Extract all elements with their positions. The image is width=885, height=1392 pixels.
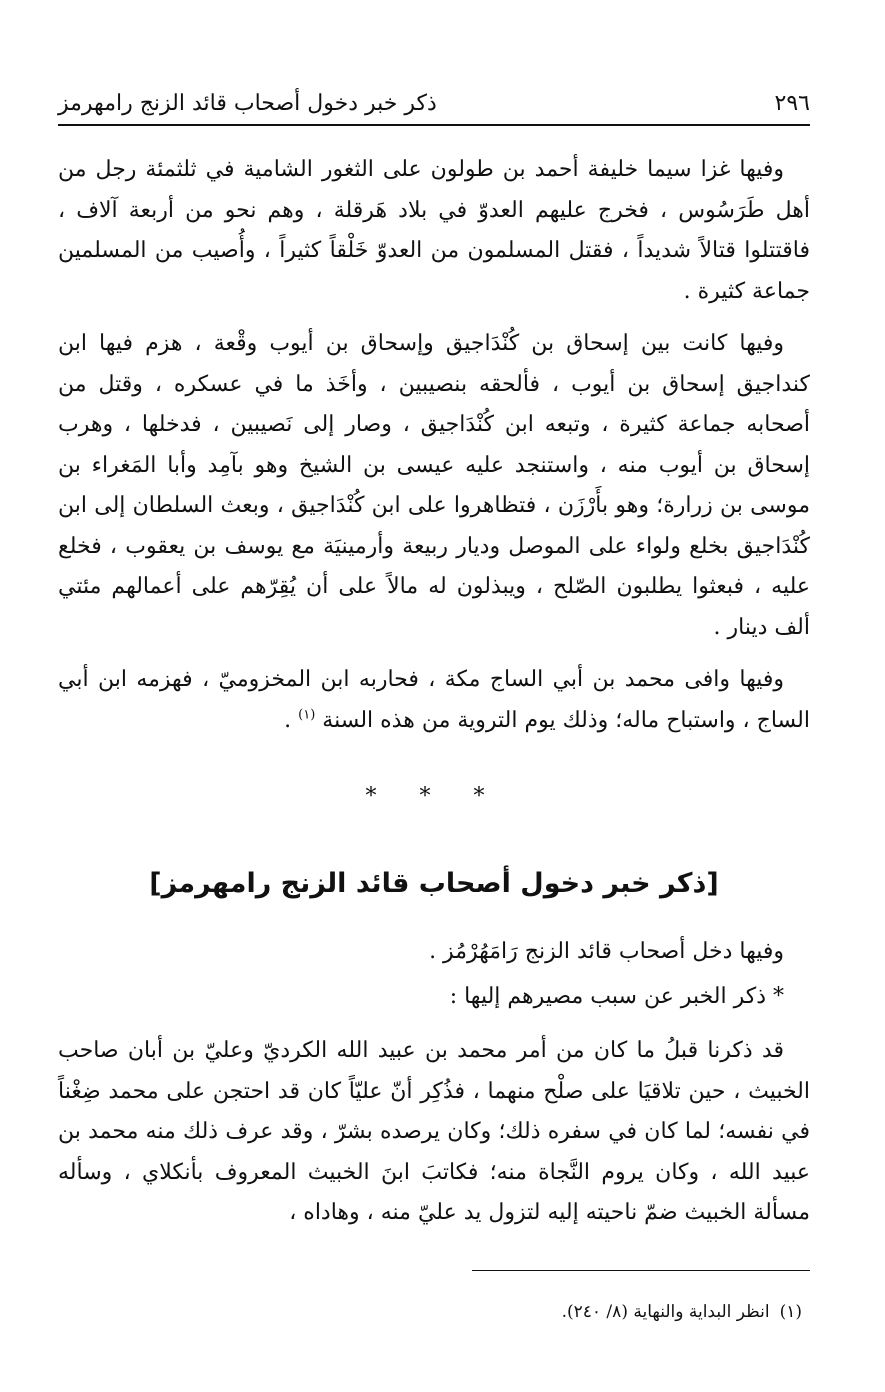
paragraph-3-end: .: [284, 707, 299, 733]
paragraph-1: وفيها غزا سيما خليفة أحمد بن طولون على الثغور الشامية في ثلثمئة رجل من أهل طَرَسُوس ، فخرج عليهم العدوّ في بلاد هَرقلة ، وهم نحو من أربعة آلاف ، فاقتتلوا قتالاً شديداً ، فقتل المسلمون من العدوّ خَلْقاً كثيراً ، وأُصيب من المسلمين جماعة كثيرة .: [58, 157, 811, 304]
section-paragraph-1: قد ذكرنا قبلُ ما كان من أمر محمد بن عبيد الله الكرديّ وعليّ بن أبان صاحب الخبيث ، حين تلاقيَا على صلْح منهما ، فذُكِر أنّ عليّاً كان قد احتجن على محمد ضِغْناً في نفسه؛ لما كان في سفره ذلك؛ وكان يرصده بشرّ ، وقد عرف ذلك منه محمد بن عبيد الله ، وكان يروم النَّجاة منه؛ فكاتبَ ابنَ الخبيث المعروف بأنكلاي ، وسأله مسألة الخبيث ضمّ ناحيته إليه لتزول يد عليّ منه ، وهاداه ،: [58, 1038, 810, 1225]
document-page: [58, 0, 810, 1392]
paragraph-3: [58, 660, 810, 741]
section-line-2: * ذكر الخبر عن سبب مصيرهم إليها :: [449, 983, 784, 1009]
running-header: [58, 88, 810, 118]
paragraph-3-text: وفيها وافى محمد بن أبي الساج مكة ، فحاربه ابن المخزوميّ ، فهزمه ابن أبي الساج ، واستباح ماله؛ وذلك يوم التروية من هذه السنة: [58, 667, 810, 733]
section-line-1: وفيها دخل أصحاب قائد الزنج رَامَهُرْمُز .: [429, 939, 784, 964]
running-header-title: ذكر خبر دخول أصحاب قائد الزنج رامهرمز: [58, 90, 437, 116]
section-divider-stars: * * *: [365, 784, 503, 809]
paragraph-2: وفيها كانت بين إسحاق بن كُنْدَاجيق وإسحاق بن أيوب وقْعة ، هزم فيها ابن كنداجيق إسحاق بن أيوب ، فألحقه بنصيبين ، وأخَذ ما في عسكره ، وقتل من أصحابه جماعة كثيرة ، وتبعه ابن كُنْدَاجيق ، وصار إلى نَصيبين ، فدخلها ، وهرب إسحاق بن أيوب منه ، واستنجد عليه عيسى بن الشيخ وهو بآمِد وأبا المَغراء بن موسى بن زرارة؛ وهو بأَرْزَن ، فتظاهروا على ابن كُنْدَاجيق ، وبعث السلطان إلى ابن كُنْدَاجيق بخلع ولواء على الموصل وديار ربيعة وأرمينيَة مع يوسف بن يعقوب ، فخلع عليه ، فبعثوا يطلبون الصّلح ، ويبذلون له مالاً على أن يُقِرّهم على أعمالهم مئتي ألف دينار .: [58, 331, 810, 640]
footnote-rule: [472, 1270, 810, 1271]
header-rule: [58, 124, 810, 126]
footnote-marker: (١): [779, 1302, 802, 1322]
section-heading: [ذكر خبر دخول أصحاب قائد الزنج رامهرمز]: [149, 868, 719, 899]
footnote-text: انظر البداية والنهاية (٨/ ٢٤٠).: [561, 1302, 770, 1322]
footnote: [58, 1302, 810, 1322]
footnote-reference: (١): [298, 707, 316, 723]
body-text: [58, 150, 810, 741]
section-text: [58, 932, 810, 1234]
page-number: ٢٩٦: [774, 90, 810, 116]
